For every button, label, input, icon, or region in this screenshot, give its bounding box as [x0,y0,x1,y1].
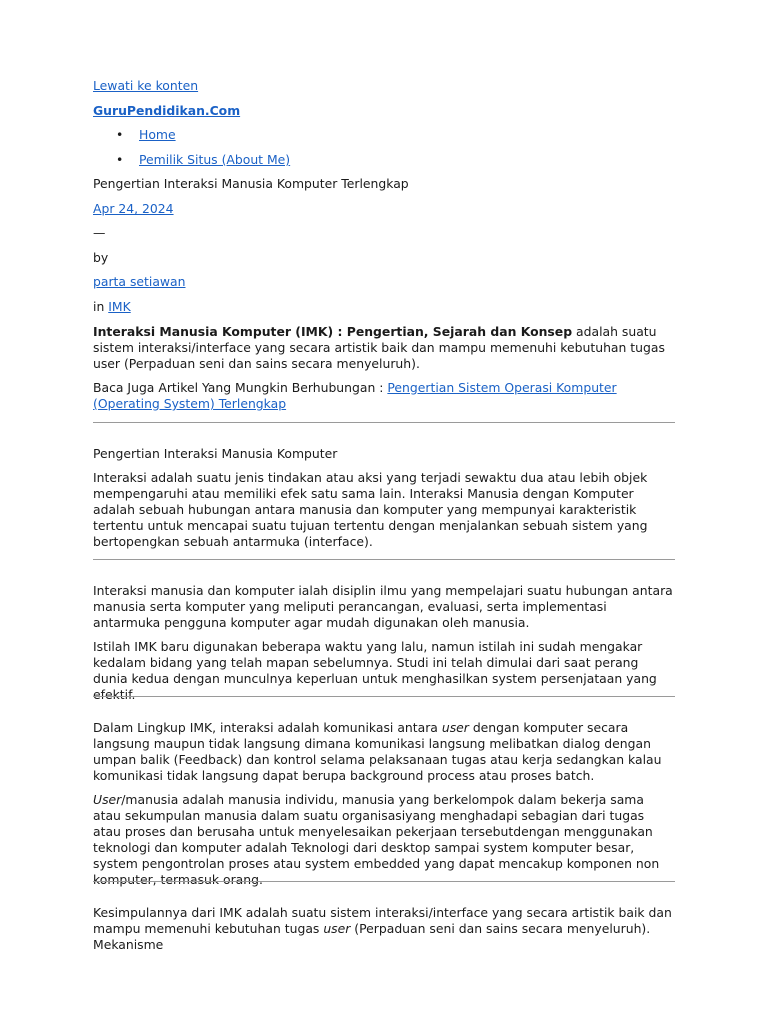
intro-bold-text: Interaksi Manusia Komputer (IMK) : Pengertian, Sejarah dan Konsep [93,324,573,339]
section4-paragraph [93,905,675,953]
section3-paragraph-2 [93,792,675,888]
meta-dash: — [93,225,106,240]
skip-to-content-link[interactable]: Lewati ke konten [93,78,199,93]
nav-link-home[interactable]: Home [139,127,176,142]
user-term: user [323,921,351,936]
author-link[interactable]: parta setiawan [93,274,186,289]
user-term: user [441,720,469,735]
intro-text: adalah suatu sistem interaksi/interface yang secara artistik baik dan mampu memenuhi kebutuhan tugas user (Perpaduan seni dan sains secara menyeluruh). [93,324,665,371]
text-run: dengan komputer secara langsung maupun tidak langsung dimana komunikasi langsung melibatkan dialog dengan umpan balik (Feedback) dan kontrol selama pelaksanaan tugas atau kerja sedangkan kalau komunikasi tidak langsung dapat berupa background process atau proses batch. [93,720,662,783]
divider [93,696,675,697]
user-term: User [93,792,122,807]
section-heading: Pengertian Interaksi Manusia Komputer [93,446,338,461]
divider [93,422,675,423]
in-label: in [93,299,109,314]
divider [93,881,675,882]
category-line [93,299,675,315]
section2-paragraph-2: Istilah IMK baru digunakan beberapa waktu yang lalu, namun istilah ini sudah mengakar kedalam bidang yang telah mapan sebelumnya. Studi ini telah dimulai dari saat perang dunia kedua dengan munculnya keperluan untuk menghasilkan system persenjataan yang efektif. [93,639,657,702]
text-run: /manusia adalah manusia individu, manusia yang berkelompok dalam bekerja sama atau sekumpulan manusia dalam suatu organisasiyang menghadapi sebagian dari tugas atau proses dan berusaha untuk menyelesaikan pekerjaan tersebutdengan menggunakan teknologi dan komputer adalah Teknologi dari desktop sampai system komputer besar, system pengontrolan proses atau system embedded yang dapat mencakup komponen non komputer, termasuk orang. [93,792,660,887]
related-article-link[interactable]: Pengertian Sistem Operasi Komputer (Operating System) Terlengkap [93,380,617,411]
by-label: by [93,250,109,265]
text-run: Dalam Lingkup IMK, interaksi adalah komunikasi antara [93,720,442,735]
intro-paragraph [93,324,675,372]
post-title: Pengertian Interaksi Manusia Komputer Terlengkap [93,176,409,191]
related-paragraph [93,380,675,412]
divider [93,559,675,560]
text-run: (Perpaduan seni dan sains secara menyeluruh). Mekanisme [93,921,651,952]
main-nav [93,127,493,177]
nav-item-about [93,152,493,177]
section2-paragraph-1: Interaksi manusia dan komputer ialah disiplin ilmu yang mempelajari suatu hubungan antara manusia serta komputer yang meliputi perancangan, evaluasi, serta implementasi antarmuka pengguna komputer agar mudah digunakan oleh manusia. [93,583,673,630]
related-prefix: Baca Juga Artikel Yang Mungkin Berhubungan : [93,380,388,395]
category-link[interactable]: IMK [108,299,131,314]
bullet-icon: • [116,127,124,142]
section1-paragraph: Interaksi adalah suatu jenis tindakan atau aksi yang terjadi sewaktu dua atau lebih objek mempengaruhi atau memiliki efek satu sama lain. Interaksi Manusia dengan Komputer adalah sebuah hubungan antara manusia dan komputer yang mempunyai karakteristik tertentu untuk mencapai suatu tujuan tertentu dengan menjalankan sebuah sistem yang bertopengkan sebuah antarmuka (interface). [93,470,648,549]
post-date-link[interactable]: Apr 24, 2024 [93,201,174,216]
nav-item-home [93,127,493,152]
text-run: Kesimpulannya dari IMK adalah suatu sistem interaksi/interface yang secara artistik baik dan mampu memenuhi kebutuhan tugas [93,905,672,936]
section3-paragraph-1 [93,720,675,784]
nav-link-about[interactable]: Pemilik Situs (About Me) [139,152,291,167]
bullet-icon: • [116,152,124,167]
site-title-link[interactable]: GuruPendidikan.Com [93,103,241,118]
